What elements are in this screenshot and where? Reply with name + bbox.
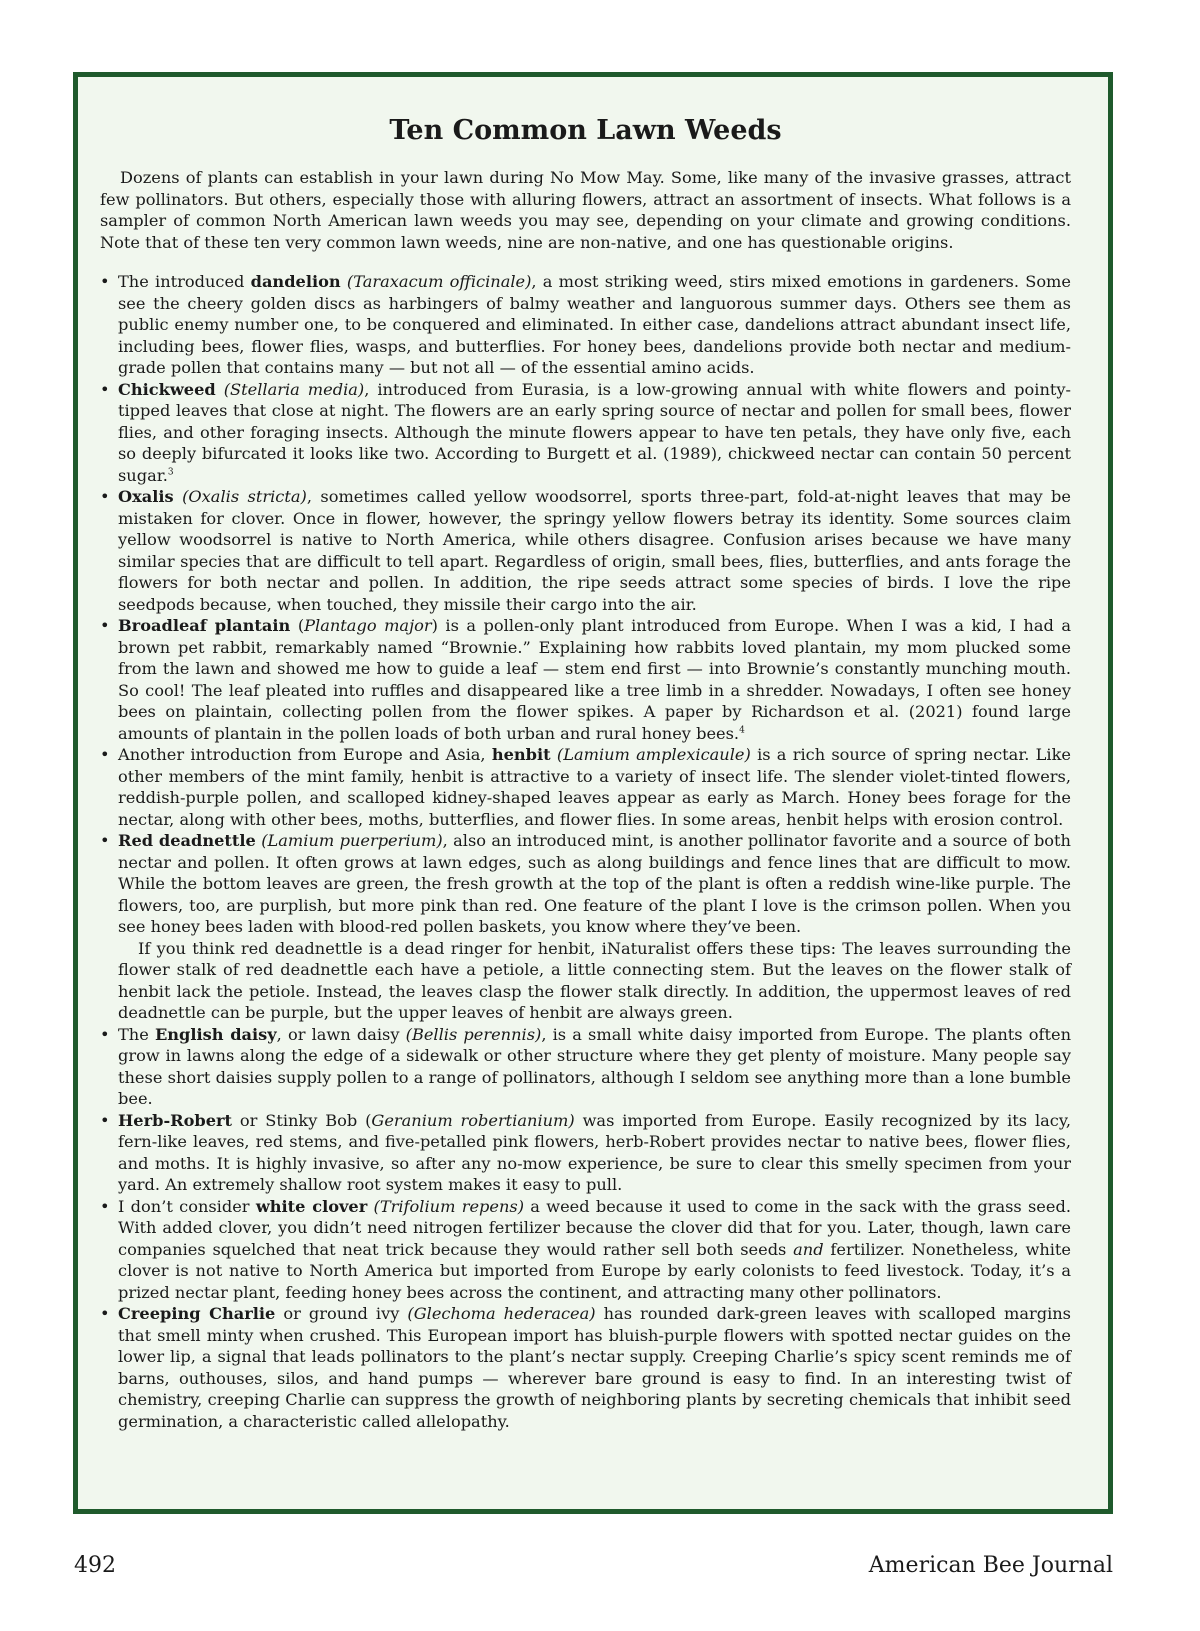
scientific-name: Geranium robertianium) <box>371 1110 575 1130</box>
list-item: • Chickweed (Stellaria media), introduced from Eurasia, is a low-growing annual with white flowers and pointy-tipped leaves that close at night. The flowers are an early spring source of nectar and pollen for small bees, flower flies, and other foraging insects. Although the minute flowers appear to have ten petals, they have only five, each so deeply bifurcated it looks like two. According to Burgett et al. (1989), chickweed nectar can contain 50 percent sugar.$^3$ <box>100 379 1071 485</box>
bullet-icon: • <box>100 1110 110 1130</box>
bullet-icon: • <box>100 487 110 507</box>
bullet-icon: • <box>100 831 110 851</box>
weed-list <box>100 271 1071 1432</box>
bullet-icon: • <box>100 1024 110 1044</box>
continuation-paragraph: If you think red deadnettle is a dead ringer for henbit, iNaturalist offers these tips: The leaves surrounding the flower stalk of red deadnettle each have a petiole, a little connecting stem. But the leaves on the flower stalk of henbit lack the petiole. Instead, the leaves clasp the flower stalk directly. In addition, the uppermost leaves of red deadnettle can be purple, but the upper leaves of henbit are always green. <box>118 938 1071 1023</box>
emphasis: and <box>793 1239 824 1259</box>
intro-paragraph: Dozens of plants can establish in your lawn during No Mow May. Some, like many of the invasive grasses, attract few pollinators. But others, especially those with alluring flowers, attract an assortment of insects. What follows is a sampler of common North American lawn weeds you may see, depending on your climate and growing conditions. Note that of these ten very common lawn weeds, nine are non-native, and one has questionable origins. <box>100 168 1071 252</box>
list-item: • Oxalis (Oxalis stricta), sometimes called yellow woodsorrel, sports three-part, fold-at-night leaves that may be mistaken for clover. Once in flower, however, the springy yellow flowers betray its identity. Some sources claim yellow woodsorrel is native to North America, while others disagree. Confusion arises because we have many similar species that are difficult to tell apart. Regardless of origin, small bees, flies, butterflies, and ants forage the flowers for both nectar and pollen. In addition, the ripe seeds attract some species of birds. I love the ripe seedpods because, when touched, they missile their cargo into the air. <box>100 487 1071 614</box>
list-item: • Red deadnettle (Lamium puerperium), also an introduced mint, is another pollinator favorite and a source of both nectar and pollen. It often grows at lawn edges, such as along buildings and fence lines that are difficult to mow. While the bottom leaves are green, the fresh growth at the top of the plant is often a reddish wine-like purple. The flowers, too, are purplish, but more pink than red. One feature of the plant I love is the crimson pollen. When you see honey bees laden with blood-red pollen baskets, you know where they’ve been. If you think red deadnettle is a dead ringer for henbit, iNaturalist offers these tips: The leaves surrounding the flower stalk of red deadnettle each have a petiole, a little connecting stem. But the leaves on the flower stalk of henbit lack the petiole. Instead, the leaves clasp the flower stalk directly. In addition, the uppermost leaves of red deadnettle can be purple, but the upper leaves of henbit are always green. <box>100 831 1071 1023</box>
weed-name: English daisy <box>154 1024 277 1044</box>
sidebar-box <box>73 72 1113 1514</box>
scientific-name: (Lamium amplexicaule) <box>556 745 751 765</box>
scientific-name: (Glechoma hederacea) <box>407 1304 596 1324</box>
page-number: 492 <box>74 1553 116 1578</box>
list-item: • Another introduction from Europe and Asia, henbit (Lamium amplexicaule) is a rich source of spring nectar. Like other members of the mint family, henbit is attractive to a variety of insect life. The slender violet-tinted flowers, reddish-purple pollen, and scalloped kidney-shaped leaves appear as early as March. Honey bees forage for the nectar, along with other bees, moths, butterflies, and flower flies. In some areas, henbit helps with erosion control. <box>100 745 1071 829</box>
box-title: Ten Common Lawn Weeds <box>389 115 782 146</box>
list-item: • I don’t consider white clover (Trifolium repens) a weed because it used to come in the sack with the grass seed. With added clover, you didn’t need nitrogen fertilizer because the clover did that for you. Later, though, lawn care companies squelched that neat trick because they would rather sell both seeds and fertilizer. Nonetheless, white clover is not native to North America but imported from Europe by early colonists to feed livestock. Today, it’s a prized nectar plant, feeding honey bees across the continent, and attracting many other pollinators. <box>100 1196 1072 1302</box>
list-item: • Creeping Charlie or ground ivy (Glechoma hederacea) has rounded dark-green leaves with scalloped margins that smell minty when crushed. This European import has bluish-purple flowers with spotted nectar guides on the lower lip, a signal that leads pollinators to the plant’s nectar supply. Creeping Charlie’s spicy scent reminds me of barns, outhouses, silos, and hand pumps — wherever bare ground is easy to find. In an interesting twist of chemistry, creeping Charlie can suppress the growth of neighboring plants by secreting chemicals that inhibit seed germination, a characteristic called allelopathy. <box>100 1304 1071 1431</box>
bullet-icon: • <box>100 379 110 399</box>
list-item: • The English daisy, or lawn daisy (Bellis perennis), is a small white daisy imported from Europe. The plants often grow in lawns along the edge of a sidewalk or other structure where they get plenty of moisture. Many people say these short daisies supply pollen to a range of pollinators, although I seldom see anything more than a lone bumble bee. <box>100 1024 1071 1109</box>
bullet-icon: • <box>100 616 110 636</box>
weed-name: Broadleaf plantain <box>118 616 291 636</box>
scientific-name: (Oxalis stricta) <box>182 487 307 507</box>
bullet-icon: • <box>100 1196 110 1216</box>
scientific-name: (Bellis perennis) <box>405 1024 542 1044</box>
weed-name: Oxalis <box>118 487 174 507</box>
weed-name: dandelion <box>250 272 341 292</box>
bullet-icon: • <box>100 745 110 765</box>
footnote-ref: 4 <box>739 725 745 736</box>
scientific-name: (Taraxacum officinale) <box>346 272 532 292</box>
bullet-icon: • <box>100 272 110 292</box>
scientific-name: (Lamium puerperium) <box>261 831 443 851</box>
weed-name: Creeping Charlie <box>118 1304 276 1324</box>
list-item: • Broadleaf plantain (Plantago major) is a pollen-only plant introduced from Europe. When I was a kid, I had a brown pet rabbit, remarkably named “Brownie.” Explaining how rabbits loved plantain, my mom plucked some from the lawn and showed me how to guide a leaf — stem end first — into Brownie’s constantly munching mouth. So cool! The leaf pleated into ruffles and disappeared like a tree limb in a shredder. Nowadays, I often see honey bees on plaintain, collecting pollen from the flower spikes. A paper by Richardson et al. (2021) found large amounts of plantain in the pollen loads of both urban and rural honey bees.$^4$ <box>100 616 1072 743</box>
scientific-name: (Trifolium repens) <box>373 1196 525 1216</box>
scientific-name: (Stellaria media) <box>223 379 365 399</box>
journal-name: American Bee Journal <box>868 1553 1113 1578</box>
footnote-ref: 3 <box>167 467 174 478</box>
list-item: • Herb-Robert or Stinky Bob (Geranium robertianium) was imported from Europe. Easily recognized by its lacy, fern-like leaves, red stems, and five-petalled pink flowers, herb-Robert provides nectar to native bees, flower flies, and moths. It is highly invasive, so after any no-mow experience, be sure to clear this smelly specimen from your yard. An extremely shallow root system makes it easy to pull. <box>100 1110 1071 1195</box>
weed-name: Chickweed <box>118 379 216 399</box>
weed-name: Herb-Robert <box>118 1110 233 1130</box>
weed-name: henbit <box>491 745 551 765</box>
bullet-icon: • <box>100 1304 110 1324</box>
weed-name: Red deadnettle <box>118 831 256 851</box>
list-item: • The introduced dandelion (Taraxacum officinale), a most striking weed, stirs mixed emotions in gardeners. Some see the cheery golden discs as harbingers of balmy weather and languorous summer days. Others see them as public enemy number one, to be conquered and eliminated. In either case, dandelions attract abundant insect life, including bees, flower flies, wasps, and butterflies. For honey bees, dandelions provide both nectar and medium-grade pollen that contains many — but not all — of the essential amino acids. <box>100 272 1071 378</box>
weed-name: white clover <box>255 1196 368 1216</box>
scientific-name: Plantago major <box>304 616 432 636</box>
